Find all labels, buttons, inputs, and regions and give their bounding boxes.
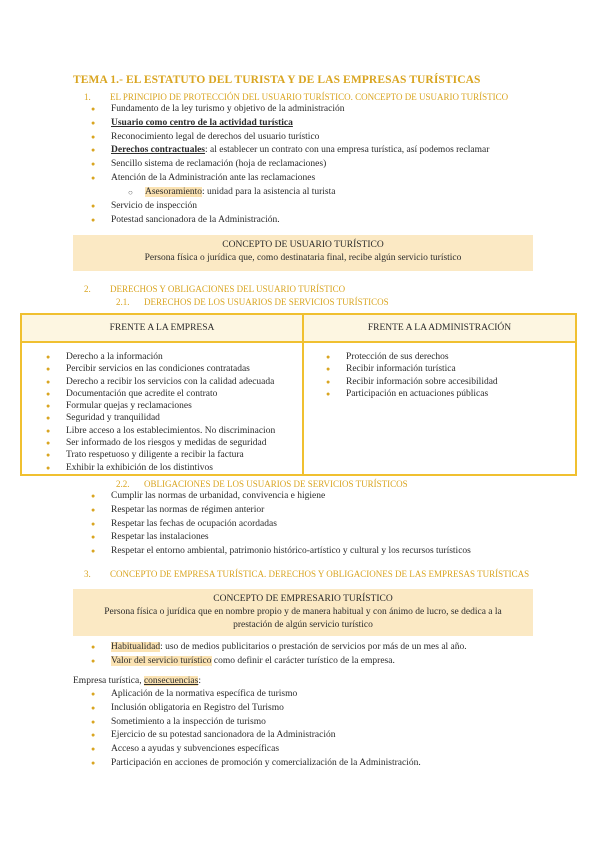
section-2-heading bbox=[84, 284, 345, 294]
item-text: como definir el carácter turístico de la empresa. bbox=[211, 655, 395, 666]
table-header-administration: FRENTE A LA ADMINISTRACIÓN bbox=[303, 314, 576, 342]
list-item: ● Formular quejas y reclamaciones bbox=[46, 400, 302, 412]
subsection-number: 2.2. bbox=[116, 479, 130, 489]
company-rights-cell bbox=[21, 342, 303, 475]
features-list bbox=[91, 641, 467, 669]
list-item: ● Participación en acciones de promoción y comercialización de la Administración. bbox=[91, 757, 421, 771]
table-header-company: FRENTE A LA EMPRESA bbox=[21, 314, 303, 342]
list-item bbox=[91, 655, 467, 669]
highlighted-term: Valor del servicio turístico bbox=[111, 655, 212, 666]
section-1-heading bbox=[84, 92, 508, 102]
list-item: ● Respetar las fechas de ocupación acordadas bbox=[91, 518, 471, 532]
list-item: ● Reconocimiento legal de derechos del usuario turístico bbox=[91, 131, 489, 145]
list-item: ● Atención de la Administración ante las reclamaciones bbox=[91, 172, 489, 186]
section-number: 2. bbox=[84, 284, 91, 294]
list-item: ● Protección de sus derechos bbox=[326, 351, 575, 363]
intro-text: Empresa turística, bbox=[73, 676, 144, 686]
section-title: EL PRINCIPIO DE PROTECCIÓN DEL USUARIO TURÍSTICO. CONCEPTO DE USUARIO TURÍSTICO bbox=[110, 92, 509, 102]
subsection-2-1-heading bbox=[116, 297, 389, 307]
subsection-title: OBLIGACIONES DE LOS USUARIOS DE SERVICIOS TURÍSTICOS bbox=[144, 479, 408, 489]
consequences-intro bbox=[73, 676, 201, 686]
obligations-list bbox=[91, 490, 471, 559]
subsection-2-2-heading bbox=[116, 479, 408, 489]
section-title: CONCEPTO DE EMPRESA TURÍSTICA. DERECHOS Y OBLIGACIONES DE LAS EMPRESAS TURÍSTICAS bbox=[110, 569, 530, 579]
subsection-number: 2.1. bbox=[116, 297, 130, 307]
page-title: TEMA 1.- EL ESTATUTO DEL TURISTA Y DE LAS EMPRESAS TURÍSTICAS bbox=[73, 74, 481, 86]
highlighted-term: consecuencias bbox=[143, 676, 199, 686]
list-item: ● Recibir información turística bbox=[326, 363, 575, 375]
list-item: ● Inclusión obligatoria en Registro del Turismo bbox=[91, 702, 421, 716]
list-item: ● Libre acceso a los establecimientos. No discriminacion bbox=[46, 425, 302, 437]
highlighted-term: Habitualidad bbox=[111, 642, 161, 652]
list-item: ● Acceso a ayudas y subvenciones específicas bbox=[91, 743, 421, 757]
list-item: ● Derecho a recibir los servicios con la calidad adecuada bbox=[46, 376, 302, 388]
company-rights-list bbox=[46, 351, 302, 474]
nested-list bbox=[128, 186, 335, 200]
section-number: 1. bbox=[84, 92, 91, 102]
list-item bbox=[91, 144, 489, 158]
section-number: 3. bbox=[84, 569, 91, 579]
definition-text: prestación de algún servicio turístico bbox=[233, 620, 373, 630]
list-item bbox=[91, 641, 467, 655]
list-item: ● Cumplir las normas de urbanidad, convivencia e higiene bbox=[91, 490, 471, 504]
list-item bbox=[91, 117, 489, 131]
list-item: ● Aplicación de la normativa específica de turismo bbox=[91, 688, 421, 702]
list-item: ● Derecho a la información bbox=[46, 351, 302, 363]
administration-rights-list bbox=[326, 351, 575, 400]
list-item: ● Ejercicio de su potestad sancionadora de la Administración bbox=[91, 729, 421, 743]
list-item: ● Servicio de inspección bbox=[91, 200, 280, 214]
definition-heading: CONCEPTO DE EMPRESARIO TURÍSTICO bbox=[213, 594, 393, 604]
highlighted-term: Asesoramiento bbox=[145, 187, 202, 197]
list-item: ● Sometimiento a la inspección de turismo bbox=[91, 716, 421, 730]
list-item bbox=[128, 186, 335, 200]
protection-list-continued bbox=[91, 200, 280, 228]
definition-heading: CONCEPTO DE USUARIO TURÍSTICO bbox=[222, 240, 384, 250]
list-item: ● Potestad sancionadora de la Administración. bbox=[91, 214, 280, 228]
list-item: ● Percibir servicios en las condiciones contratadas bbox=[46, 363, 302, 375]
list-item: ● Recibir información sobre accesibilidad bbox=[326, 376, 575, 388]
protection-list bbox=[91, 103, 489, 186]
list-item: ● Respetar el entorno ambiental, patrimonio histórico-artístico y cultural y los recursos turísticos bbox=[91, 545, 471, 559]
list-item: ● Sencillo sistema de reclamación (hoja de reclamaciones) bbox=[91, 158, 489, 172]
consequences-list bbox=[91, 688, 421, 771]
definition-box bbox=[73, 589, 533, 636]
list-item: ● Exhibir la exhibición de los distintivos bbox=[46, 462, 302, 474]
rights-table bbox=[20, 313, 577, 473]
colon: : bbox=[198, 676, 201, 686]
subsection-title: DERECHOS DE LOS USUARIOS DE SERVICIOS TURÍSTICOS bbox=[144, 297, 389, 307]
section-title: DERECHOS Y OBLIGACIONES DEL USUARIO TURÍSTICO bbox=[110, 284, 346, 294]
definition-text: Persona física o jurídica que, como destinataria final, recibe algún servicio turístico bbox=[144, 253, 462, 263]
list-item: ● Documentación que acredite el contrato bbox=[46, 388, 302, 400]
list-item: ● Trato respetuoso y diligente a recibir la factura bbox=[46, 449, 302, 461]
list-item: ● Seguridad y tranquilidad bbox=[46, 412, 302, 424]
list-item: ● Fundamento de la ley turismo y objetivo de la administración bbox=[91, 103, 489, 117]
emphasized-text: Derechos contractuales bbox=[111, 145, 206, 156]
item-text: : uso de medios publicitarios o prestación de servicios por más de un mes al año. bbox=[160, 642, 467, 652]
definition-text: Persona física o jurídica que en nombre propio y de manera habitual y con ánimo de lucro, se dedica a la bbox=[104, 607, 502, 617]
list-item: ● Participación en actuaciones públicas bbox=[326, 388, 575, 400]
item-text: : al establecer un contrato con una empresa turística, así podemos reclamar bbox=[205, 145, 490, 156]
item-text: : unidad para la asistencia al turista bbox=[202, 187, 336, 197]
list-item: ● Respetar las normas de régimen anterior bbox=[91, 504, 471, 518]
section-3-heading bbox=[84, 569, 529, 579]
emphasized-text: Usuario como centro de la actividad turística bbox=[111, 117, 293, 128]
list-item: ● Respetar las instalaciones bbox=[91, 531, 471, 545]
administration-rights-cell bbox=[303, 342, 576, 475]
list-item: ● Ser informado de los riesgos y medidas de seguridad bbox=[46, 437, 302, 449]
definition-box bbox=[73, 235, 533, 271]
